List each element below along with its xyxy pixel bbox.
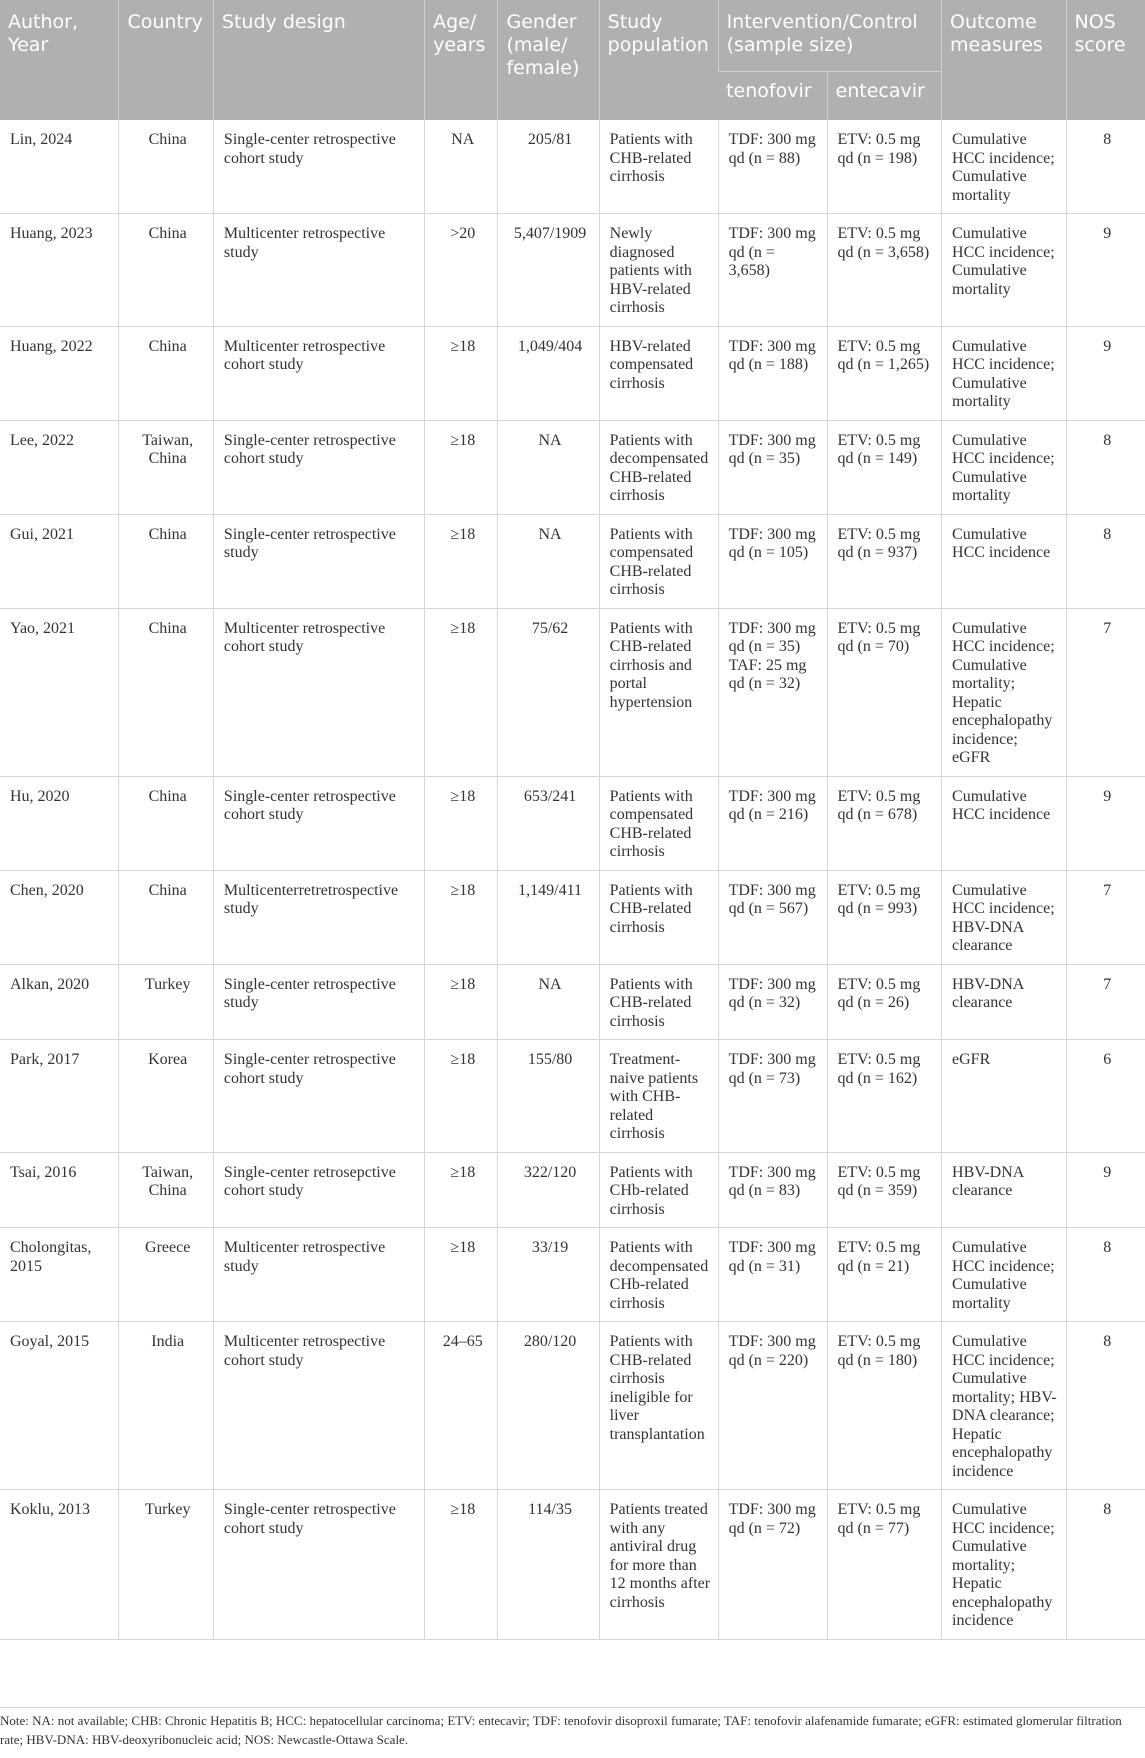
- cell-country: Taiwan, China: [119, 1152, 213, 1228]
- cell-study-population: Patients with CHB-related cirrhosis ineligible for liver transplantation: [599, 1322, 718, 1490]
- cell-study-design: Multicenter retrospective study: [213, 214, 424, 327]
- cell-country: China: [119, 608, 213, 776]
- header-study-population: Study population: [599, 0, 718, 120]
- cell-entecavir: ETV: 0.5 mg qd (n = 198): [827, 120, 942, 214]
- table-row: [0, 514, 1145, 608]
- cell-outcome-measures: Cumulative HCC incidence; Cumulative mortality: [942, 420, 1067, 514]
- cell-age: NA: [425, 120, 498, 214]
- cell-age: ≥18: [425, 964, 498, 1040]
- cell-study-population: Patients treated with any antiviral drug for more than 12 months after cirrhosis: [599, 1490, 718, 1640]
- header-country: Country: [119, 0, 213, 120]
- cell-nos-score: 6: [1066, 1040, 1145, 1153]
- cell-age: ≥18: [425, 1152, 498, 1228]
- cell-tenofovir: TDF: 300 mg qd (n = 216): [718, 776, 827, 870]
- cell-author-year: Tsai, 2016: [0, 1152, 119, 1228]
- cell-study-design: Multicenter retrospective study: [213, 1228, 424, 1322]
- cell-age: ≥18: [425, 1228, 498, 1322]
- cell-entecavir: ETV: 0.5 mg qd (n = 180): [827, 1322, 942, 1490]
- cell-entecavir: ETV: 0.5 mg qd (n = 70): [827, 608, 942, 776]
- cell-study-population: Patients with CHB-related cirrhosis and portal hypertension: [599, 608, 718, 776]
- cell-study-population: HBV-related compensated cirrhosis: [599, 326, 718, 420]
- cell-study-design: Single-center retrospective cohort study: [213, 1490, 424, 1640]
- cell-nos-score: 9: [1066, 214, 1145, 327]
- cell-country: Korea: [119, 1040, 213, 1153]
- cell-study-design: Multicenter retrospective cohort study: [213, 1322, 424, 1490]
- table-footnote: Note: NA: not available; CHB: Chronic Hepatitis B; HCC: hepatocellular carcinoma; ETV: entecavir; TDF: tenofovir disoproxil fumarate; TAF: tenofovir alafenamide fumarate; eGFR: estimated glomerular filtration rate; HBV-DNA: HBV-deoxyribonucleic acid; NOS: Newcastle-Ottawa Scale.: [0, 1707, 1145, 1749]
- cell-gender: 1,149/411: [498, 870, 599, 964]
- cell-gender: 653/241: [498, 776, 599, 870]
- table-row: [0, 214, 1145, 327]
- table-body: [0, 120, 1145, 1639]
- cell-outcome-measures: eGFR: [942, 1040, 1067, 1153]
- cell-entecavir: ETV: 0.5 mg qd (n = 162): [827, 1040, 942, 1153]
- cell-tenofovir: TDF: 300 mg qd (n = 188): [718, 326, 827, 420]
- cell-age: ≥18: [425, 326, 498, 420]
- cell-author-year: Alkan, 2020: [0, 964, 119, 1040]
- cell-entecavir: ETV: 0.5 mg qd (n = 359): [827, 1152, 942, 1228]
- cell-outcome-measures: Cumulative HCC incidence; Cumulative mortality: [942, 120, 1067, 214]
- cell-gender: 155/80: [498, 1040, 599, 1153]
- cell-country: Turkey: [119, 1490, 213, 1640]
- table-row: [0, 608, 1145, 776]
- cell-gender: 114/35: [498, 1490, 599, 1640]
- cell-country: Taiwan, China: [119, 420, 213, 514]
- cell-tenofovir: TDF: 300 mg qd (n = 35) TAF: 25 mg qd (n = 32): [718, 608, 827, 776]
- cell-outcome-measures: HBV-DNA clearance: [942, 964, 1067, 1040]
- cell-author-year: Huang, 2023: [0, 214, 119, 327]
- cell-gender: NA: [498, 420, 599, 514]
- cell-outcome-measures: Cumulative HCC incidence; Cumulative mortality: [942, 1228, 1067, 1322]
- cell-outcome-measures: Cumulative HCC incidence; Cumulative mortality; Hepatic encephalopathy incidence; eGFR: [942, 608, 1067, 776]
- table-row: [0, 1040, 1145, 1153]
- cell-study-design: Single-center retrospective cohort study: [213, 420, 424, 514]
- cell-country: China: [119, 214, 213, 327]
- cell-entecavir: ETV: 0.5 mg qd (n = 937): [827, 514, 942, 608]
- table-row: [0, 326, 1145, 420]
- cell-study-population: Newly diagnosed patients with HBV-related cirrhosis: [599, 214, 718, 327]
- cell-author-year: Lin, 2024: [0, 120, 119, 214]
- cell-entecavir: ETV: 0.5 mg qd (n = 678): [827, 776, 942, 870]
- cell-tenofovir: TDF: 300 mg qd (n = 88): [718, 120, 827, 214]
- cell-age: ≥18: [425, 776, 498, 870]
- cell-age: >20: [425, 214, 498, 327]
- cell-entecavir: ETV: 0.5 mg qd (n = 3,658): [827, 214, 942, 327]
- cell-author-year: Goyal, 2015: [0, 1322, 119, 1490]
- header-gender: Gender (male/ female): [498, 0, 599, 120]
- cell-tenofovir: TDF: 300 mg qd (n = 105): [718, 514, 827, 608]
- table-row: [0, 870, 1145, 964]
- cell-country: China: [119, 514, 213, 608]
- cell-study-design: Multicenter retrospective cohort study: [213, 326, 424, 420]
- cell-entecavir: ETV: 0.5 mg qd (n = 77): [827, 1490, 942, 1640]
- header-study-design: Study design: [213, 0, 424, 120]
- cell-study-population: Patients with CHb-related cirrhosis: [599, 1152, 718, 1228]
- cell-entecavir: ETV: 0.5 mg qd (n = 26): [827, 964, 942, 1040]
- cell-outcome-measures: Cumulative HCC incidence; Cumulative mortality: [942, 214, 1067, 327]
- cell-tenofovir: TDF: 300 mg qd (n = 35): [718, 420, 827, 514]
- cell-nos-score: 8: [1066, 1490, 1145, 1640]
- table-row: [0, 776, 1145, 870]
- cell-study-population: Patients with CHB-related cirrhosis: [599, 120, 718, 214]
- cell-age: ≥18: [425, 420, 498, 514]
- table-header: [0, 0, 1145, 120]
- cell-outcome-measures: Cumulative HCC incidence: [942, 776, 1067, 870]
- header-nos-score: NOS score: [1066, 0, 1145, 120]
- header-author-year: Author, Year: [0, 0, 119, 120]
- cell-nos-score: 9: [1066, 1152, 1145, 1228]
- cell-nos-score: 8: [1066, 514, 1145, 608]
- cell-author-year: Cholongitas, 2015: [0, 1228, 119, 1322]
- cell-country: China: [119, 120, 213, 214]
- cell-study-population: Patients with compensated CHB-related cirrhosis: [599, 776, 718, 870]
- cell-study-design: Single-center retrosepctive cohort study: [213, 1152, 424, 1228]
- cell-outcome-measures: Cumulative HCC incidence; Cumulative mortality: [942, 326, 1067, 420]
- cell-tenofovir: TDF: 300 mg qd (n = 32): [718, 964, 827, 1040]
- cell-tenofovir: TDF: 300 mg qd (n = 83): [718, 1152, 827, 1228]
- table-row: [0, 1152, 1145, 1228]
- cell-nos-score: 7: [1066, 608, 1145, 776]
- table-row: [0, 1322, 1145, 1490]
- header-outcome-measures: Outcome measures: [942, 0, 1067, 120]
- table-row: [0, 420, 1145, 514]
- table-row: [0, 120, 1145, 214]
- cell-age: ≥18: [425, 514, 498, 608]
- cell-study-population: Treatment-naive patients with CHB-related cirrhosis: [599, 1040, 718, 1153]
- cell-country: India: [119, 1322, 213, 1490]
- cell-age: ≥18: [425, 1490, 498, 1640]
- cell-author-year: Park, 2017: [0, 1040, 119, 1153]
- cell-gender: 1,049/404: [498, 326, 599, 420]
- cell-nos-score: 8: [1066, 420, 1145, 514]
- cell-age: 24–65: [425, 1322, 498, 1490]
- cell-study-design: Multicenter retrospective cohort study: [213, 608, 424, 776]
- cell-tenofovir: TDF: 300 mg qd (n = 31): [718, 1228, 827, 1322]
- header-age: Age/ years: [425, 0, 498, 120]
- cell-study-design: Single-center retrospective study: [213, 964, 424, 1040]
- cell-study-population: Patients with compensated CHB-related cirrhosis: [599, 514, 718, 608]
- cell-country: Greece: [119, 1228, 213, 1322]
- cell-study-design: Single-center retrospective cohort study: [213, 776, 424, 870]
- cell-entecavir: ETV: 0.5 mg qd (n = 149): [827, 420, 942, 514]
- cell-tenofovir: TDF: 300 mg qd (n = 72): [718, 1490, 827, 1640]
- cell-age: ≥18: [425, 1040, 498, 1153]
- cell-gender: 205/81: [498, 120, 599, 214]
- cell-author-year: Hu, 2020: [0, 776, 119, 870]
- cell-author-year: Koklu, 2013: [0, 1490, 119, 1640]
- cell-study-population: Patients with decompensated CHb-related cirrhosis: [599, 1228, 718, 1322]
- cell-study-population: Patients with CHB-related cirrhosis: [599, 870, 718, 964]
- cell-study-population: Patients with decompensated CHB-related cirrhosis: [599, 420, 718, 514]
- cell-age: ≥18: [425, 608, 498, 776]
- cell-nos-score: 8: [1066, 120, 1145, 214]
- cell-country: China: [119, 326, 213, 420]
- cell-outcome-measures: Cumulative HCC incidence; Cumulative mortality; HBV-DNA clearance; Hepatic encephalopathy incidence: [942, 1322, 1067, 1490]
- cell-gender: NA: [498, 514, 599, 608]
- header-tenofovir: tenofovir: [718, 72, 827, 121]
- cell-author-year: Huang, 2022: [0, 326, 119, 420]
- cell-study-design: Single-center retrospective cohort study: [213, 120, 424, 214]
- table-row: [0, 1490, 1145, 1640]
- cell-entecavir: ETV: 0.5 mg qd (n = 993): [827, 870, 942, 964]
- cell-author-year: Gui, 2021: [0, 514, 119, 608]
- cell-nos-score: 7: [1066, 870, 1145, 964]
- cell-gender: 322/120: [498, 1152, 599, 1228]
- cell-nos-score: 8: [1066, 1322, 1145, 1490]
- header-intervention-control: Intervention/Control (sample size): [718, 0, 941, 72]
- cell-tenofovir: TDF: 300 mg qd (n = 567): [718, 870, 827, 964]
- cell-age: ≥18: [425, 870, 498, 964]
- cell-study-design: Single-center retrospective study: [213, 514, 424, 608]
- cell-nos-score: 9: [1066, 326, 1145, 420]
- cell-tenofovir: TDF: 300 mg qd (n = 3,658): [718, 214, 827, 327]
- cell-entecavir: ETV: 0.5 mg qd (n = 1,265): [827, 326, 942, 420]
- cell-country: Turkey: [119, 964, 213, 1040]
- cell-outcome-measures: HBV-DNA clearance: [942, 1152, 1067, 1228]
- cell-country: China: [119, 776, 213, 870]
- cell-outcome-measures: Cumulative HCC incidence; Cumulative mortality; Hepatic encephalopathy incidence: [942, 1490, 1067, 1640]
- cell-country: China: [119, 870, 213, 964]
- cell-gender: 33/19: [498, 1228, 599, 1322]
- cell-outcome-measures: Cumulative HCC incidence: [942, 514, 1067, 608]
- table-row: [0, 1228, 1145, 1322]
- cell-gender: 280/120: [498, 1322, 599, 1490]
- cell-gender: 5,407/1909: [498, 214, 599, 327]
- cell-author-year: Yao, 2021: [0, 608, 119, 776]
- cell-tenofovir: TDF: 300 mg qd (n = 73): [718, 1040, 827, 1153]
- cell-entecavir: ETV: 0.5 mg qd (n = 21): [827, 1228, 942, 1322]
- cell-nos-score: 8: [1066, 1228, 1145, 1322]
- header-entecavir: entecavir: [827, 72, 942, 121]
- cell-study-population: Patients with CHB-related cirrhosis: [599, 964, 718, 1040]
- cell-nos-score: 9: [1066, 776, 1145, 870]
- cell-author-year: Lee, 2022: [0, 420, 119, 514]
- cell-study-design: Single-center retrospective cohort study: [213, 1040, 424, 1153]
- cell-author-year: Chen, 2020: [0, 870, 119, 964]
- table-row: [0, 964, 1145, 1040]
- cell-outcome-measures: Cumulative HCC incidence; HBV-DNA clearance: [942, 870, 1067, 964]
- cell-study-design: Multicenterretretrospective study: [213, 870, 424, 964]
- cell-nos-score: 7: [1066, 964, 1145, 1040]
- cell-tenofovir: TDF: 300 mg qd (n = 220): [718, 1322, 827, 1490]
- cell-gender: 75/62: [498, 608, 599, 776]
- cell-gender: NA: [498, 964, 599, 1040]
